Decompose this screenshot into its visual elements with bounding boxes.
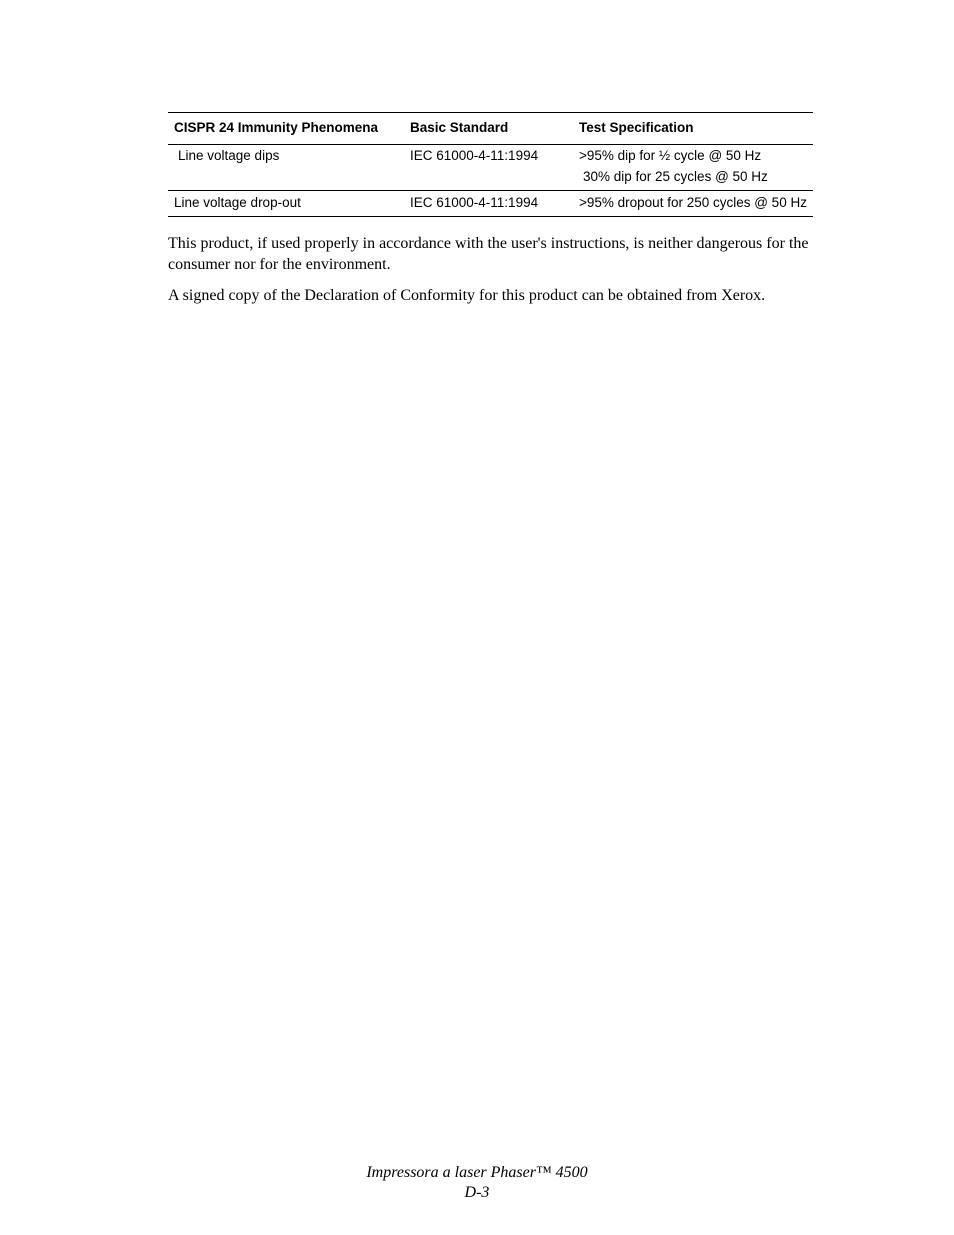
cell-phenomena: Line voltage drop-out	[168, 191, 404, 217]
footer-title: Impressora a laser Phaser™ 4500	[366, 1164, 588, 1181]
table-header-row	[168, 113, 813, 145]
cell-standard: IEC 61000-4-11:1994	[404, 191, 573, 217]
cell-standard: IEC 61000-4-11:1994	[404, 145, 573, 191]
cell-phenomena: Line voltage dips	[168, 145, 404, 191]
safety-paragraph: This product, if used properly in accordance with the user's instructions, is neither dangerous for the consumer nor for the environment.	[168, 235, 809, 273]
cell-spec	[573, 145, 813, 191]
table-row	[168, 145, 813, 191]
column-header-standard: Basic Standard	[404, 113, 573, 145]
spec-line: >95% dropout for 250 cycles @ 50 Hz	[579, 195, 807, 210]
page-footer	[0, 1163, 954, 1203]
page-number: D-3	[464, 1184, 490, 1201]
immunity-table	[168, 112, 813, 217]
table-row	[168, 191, 813, 217]
column-header-spec: Test Specification	[573, 113, 813, 145]
spec-line: 30% dip for 25 cycles @ 50 Hz	[583, 169, 768, 184]
column-header-phenomena: CISPR 24 Immunity Phenomena	[168, 113, 404, 145]
cell-spec	[573, 191, 813, 217]
declaration-paragraph: A signed copy of the Declaration of Conformity for this product can be obtained from Xerox.	[168, 287, 766, 304]
immunity-table-container	[168, 112, 813, 217]
spec-line: >95% dip for ½ cycle @ 50 Hz	[579, 148, 762, 163]
